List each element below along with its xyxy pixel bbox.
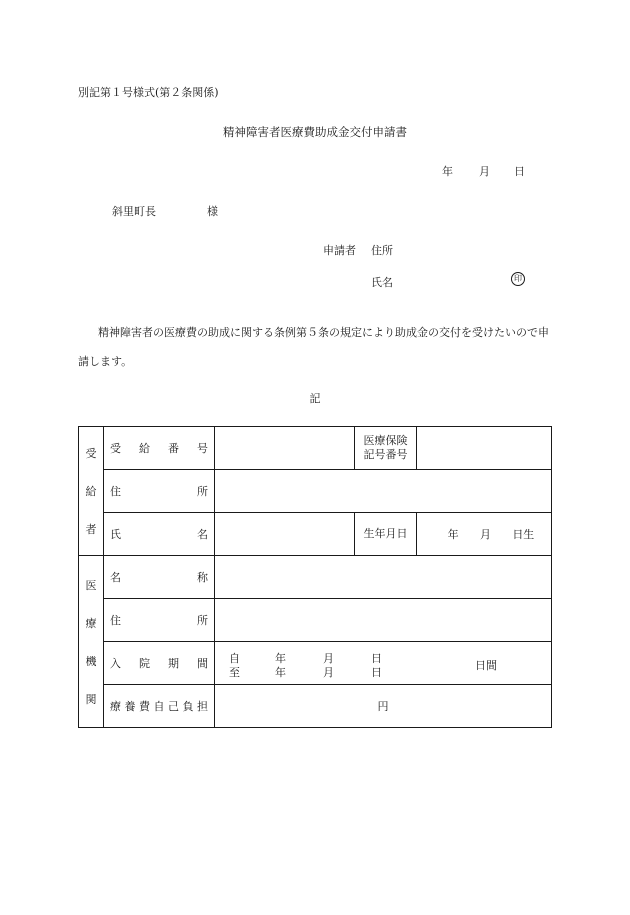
applicant-label: 申請者 [323, 244, 356, 257]
ki-heading: 記 [309, 392, 321, 405]
addressee: 斜里町長 [112, 205, 156, 218]
institution-name-field[interactable] [215, 556, 552, 599]
table-row [79, 513, 552, 556]
table-row [79, 685, 552, 728]
recipient-name-field[interactable] [215, 513, 355, 556]
date-day: 日 [514, 165, 525, 178]
form-title: 精神障害者医療費助成金交付申請書 [223, 125, 407, 139]
recipient-address-label: 住 所 [104, 470, 215, 513]
recipient-number-label: 受 給 番 号 [104, 427, 215, 470]
dob-label: 生年月日 [355, 513, 417, 556]
self-pay-cost-label: 療 養 費 自 己 負 担 [104, 685, 215, 728]
dob-field[interactable]: 年 月 日生 [417, 513, 552, 556]
insurance-number-field[interactable] [417, 427, 552, 470]
table-row [79, 599, 552, 642]
recipient-number-field[interactable] [215, 427, 355, 470]
recipient-group-label: 受 給 者 [79, 427, 104, 556]
applicant-address-label: 住所 [371, 244, 393, 257]
table-row [79, 556, 552, 599]
recipient-name-label: 氏 名 [104, 513, 215, 556]
hospitalization-period-label: 入 院 期 間 [104, 642, 215, 685]
addressee-honorific: 様 [207, 205, 218, 218]
table-row [79, 427, 552, 470]
recipient-address-field[interactable] [215, 470, 552, 513]
form-number: 別記第１号様式(第２条関係) [78, 86, 219, 99]
date-year: 年 [442, 165, 453, 178]
seal-icon: 印 [511, 272, 525, 286]
institution-name-label: 名 称 [104, 556, 215, 599]
institution-group-label: 医 療 機 関 [79, 556, 104, 728]
date-month: 月 [479, 165, 490, 178]
request-statement: 精神障害者の医療費の助成に関する条例第５条の規定により助成金の交付を受けたいので申請します。 [78, 326, 549, 368]
application-table [78, 426, 552, 728]
table-row [79, 642, 552, 685]
applicant-name-label: 氏名 [371, 276, 393, 289]
institution-address-field[interactable] [215, 599, 552, 642]
hospitalization-period-field[interactable]: 自 年 月 日 至 年 月 日 日間 [215, 642, 552, 685]
institution-address-label: 住 所 [104, 599, 215, 642]
self-pay-cost-field[interactable]: 円 [215, 685, 552, 728]
table-row [79, 470, 552, 513]
insurance-number-label: 医療保険 記号番号 [355, 427, 417, 470]
